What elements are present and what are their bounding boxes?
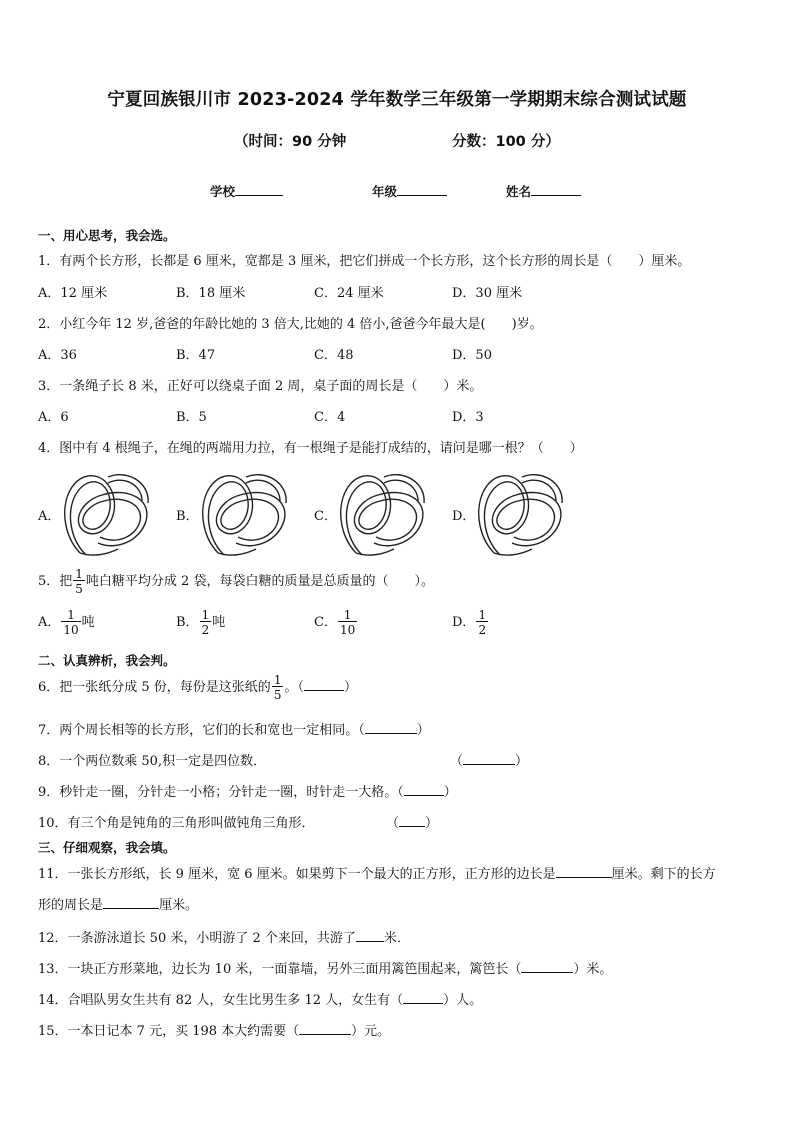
question-9 bbox=[38, 781, 457, 800]
q14-text: 14．合唱队男女生共有 82 人，女生比男生多 12 人，女生有（ bbox=[38, 993, 404, 1008]
question-8 bbox=[38, 750, 266, 769]
q1-option-d[interactable]: D．30 厘米 bbox=[452, 286, 523, 301]
q5-suffix: 吨白糖平均分成 2 袋，每袋白糖的质量是总质量的（ ）。 bbox=[85, 574, 434, 589]
q8-answer bbox=[450, 750, 528, 769]
grade-blank[interactable] bbox=[397, 195, 447, 196]
q5-option-a-fraction bbox=[61, 609, 80, 636]
q5-prefix: 5．把 bbox=[38, 574, 73, 589]
q6-answer-blank[interactable] bbox=[304, 690, 344, 691]
section-3-heading: 三、仔细观察，我会填。 bbox=[38, 840, 176, 855]
q5-option-a-numerator: 1 bbox=[61, 609, 80, 622]
q6-suffix: 。（ bbox=[284, 680, 304, 695]
name-blank[interactable] bbox=[531, 195, 581, 196]
q11-line2: 形的周长是 bbox=[38, 898, 104, 913]
q5-option-d[interactable] bbox=[452, 609, 489, 636]
q12-text: 12．一条游泳道长 50 米，小明游了 2 个来回，共游了 bbox=[38, 931, 356, 946]
q10-open: （ bbox=[386, 816, 400, 831]
q13-answer-blank[interactable] bbox=[521, 972, 573, 973]
q5-option-d-fraction bbox=[476, 609, 488, 636]
q5-option-a-label: A． bbox=[38, 615, 61, 630]
q5-option-c-fraction bbox=[338, 609, 357, 636]
q5-option-a[interactable] bbox=[38, 609, 95, 636]
q5-option-b-label: B． bbox=[176, 615, 199, 630]
rope-knot-icon bbox=[472, 465, 568, 559]
q5-option-d-denominator: 2 bbox=[478, 623, 487, 637]
q5-option-c-denominator: 10 bbox=[339, 623, 356, 637]
q2-option-d[interactable]: D．50 bbox=[452, 348, 492, 363]
q9-answer-blank[interactable] bbox=[404, 795, 444, 796]
q15-text: 15．一本日记本 7 元，买 198 本大约需要（ bbox=[38, 1024, 300, 1039]
question-12 bbox=[38, 927, 410, 946]
q5-option-b-fraction bbox=[200, 609, 212, 636]
section-1-heading: 一、用心思考，我会选。 bbox=[38, 228, 176, 243]
q11-line1b: 厘米。剩下的长方 bbox=[611, 867, 716, 882]
rope-knot-icon bbox=[334, 465, 430, 559]
question-7 bbox=[38, 719, 430, 738]
q2-option-c[interactable]: C．48 bbox=[314, 348, 354, 363]
exam-subtitle bbox=[234, 130, 560, 151]
q3-option-a[interactable]: A．6 bbox=[38, 410, 69, 425]
q11-blank-2[interactable] bbox=[103, 908, 159, 909]
section-2-heading: 二、认真辨析，我会判。 bbox=[38, 653, 176, 668]
q4-option-b[interactable]: B． bbox=[176, 509, 199, 524]
q3-option-d[interactable]: D．3 bbox=[452, 410, 484, 425]
question-15 bbox=[38, 1020, 390, 1039]
q5-option-d-label: D． bbox=[452, 615, 476, 630]
q6-fraction-numerator: 1 bbox=[273, 673, 282, 687]
q7-text: 7．两个周长相等的长方形，它们的长和宽也一定相同。（ bbox=[38, 723, 365, 738]
q15-end: ）元。 bbox=[351, 1024, 391, 1039]
time-label: （时间：90 分钟 bbox=[234, 134, 347, 150]
q7-close: ） bbox=[416, 723, 430, 738]
rope-knot-icon bbox=[58, 465, 154, 559]
q14-end: ）人。 bbox=[443, 993, 483, 1008]
question-14 bbox=[38, 989, 482, 1008]
score-label: 分数：100 分） bbox=[452, 134, 560, 150]
q6-prefix: 6．把一张纸分成 5 份，每份是这张纸的 bbox=[38, 680, 271, 695]
q11-blank-1[interactable] bbox=[556, 877, 612, 878]
q13-text: 13．一块正方形菜地，边长为 10 米，一面靠墙，另外三面用篱笆围起来，篱笆长（ bbox=[38, 962, 522, 977]
q5-option-b-numerator: 1 bbox=[201, 608, 210, 622]
question-5 bbox=[38, 568, 434, 595]
q14-answer-blank[interactable] bbox=[403, 1003, 443, 1004]
q5-option-b[interactable] bbox=[176, 609, 225, 636]
q10-text: 10．有三个角是钝角的三角形叫做钝角三角形． bbox=[38, 816, 315, 831]
question-1: 1．有两个长方形，长都是 6 厘米，宽都是 3 厘米，把它们拼成一个长方形，这个长方形的周长是（ ）厘米。 bbox=[38, 254, 691, 269]
q11-line1: 11．一张长方形纸，长 9 厘米，宽 6 厘米。如果剪下一个最大的正方形，正方形的边长是 bbox=[38, 867, 556, 882]
q6-close: ） bbox=[343, 680, 357, 695]
q12-end: 米． bbox=[383, 931, 410, 946]
question-3: 3．一条绳子长 8 米，正好可以绕桌子面 2 周，桌子面的周长是（ ）米。 bbox=[38, 379, 483, 394]
q5-option-c-label: C． bbox=[314, 615, 337, 630]
question-13 bbox=[38, 958, 612, 977]
q5-fraction bbox=[73, 568, 85, 595]
q3-option-c[interactable]: C．4 bbox=[314, 410, 346, 425]
question-4: 4．图中有 4 根绳子，在绳的两端用力拉，有一根绳子是能打成结的，请问是哪一根？（ ） bbox=[38, 441, 583, 456]
q4-option-d[interactable]: D． bbox=[452, 509, 476, 524]
name-label: 姓名 bbox=[506, 184, 532, 199]
q10-answer-blank[interactable] bbox=[399, 826, 425, 827]
q5-fraction-denominator: 5 bbox=[75, 582, 83, 596]
q5-option-c-numerator: 1 bbox=[338, 609, 357, 622]
q10-answer bbox=[386, 812, 438, 831]
q6-fraction-denominator: 5 bbox=[273, 688, 282, 702]
q5-option-a-denominator: 10 bbox=[63, 623, 79, 637]
school-blank[interactable] bbox=[235, 195, 283, 196]
q4-option-a[interactable]: A． bbox=[38, 509, 61, 524]
q2-option-b[interactable]: B．47 bbox=[176, 348, 216, 363]
rope-knot-icon bbox=[196, 465, 292, 559]
q3-option-b[interactable]: B．5 bbox=[176, 410, 207, 425]
question-2: 2．小红今年 12 岁,爸爸的年龄比她的 3 倍大,比她的 4 倍小,爸爸今年最大是( )岁。 bbox=[38, 317, 543, 332]
question-6 bbox=[38, 674, 357, 701]
q12-answer-blank[interactable] bbox=[356, 941, 384, 942]
q5-option-b-unit: 吨 bbox=[212, 615, 226, 630]
q6-fraction bbox=[272, 674, 284, 701]
q9-close: ） bbox=[443, 785, 457, 800]
question-11-line-1 bbox=[38, 863, 716, 882]
q5-option-c[interactable] bbox=[314, 609, 358, 636]
q15-answer-blank[interactable] bbox=[299, 1034, 351, 1035]
q1-option-b[interactable]: B．18 厘米 bbox=[176, 286, 246, 301]
q5-option-b-denominator: 2 bbox=[201, 623, 210, 637]
q11-line2b: 厘米。 bbox=[159, 898, 199, 913]
q8-open: （ bbox=[450, 754, 464, 769]
grade-label: 年级 bbox=[372, 184, 398, 199]
q9-text: 9．秒针走一圈，分针走一小格；分针走一圈，时针走一大格。（ bbox=[38, 785, 404, 800]
q4-option-c[interactable]: C． bbox=[314, 509, 337, 524]
q5-fraction-numerator: 1 bbox=[75, 567, 83, 581]
q10-close: ） bbox=[425, 816, 439, 831]
q8-text: 8．一个两位数乘 50,积一定是四位数． bbox=[38, 754, 267, 769]
exam-title: 宁夏回族银川市 2023-2024 学年数学三年级第一学期期末综合测试试题 bbox=[107, 90, 687, 110]
q5-option-a-unit: 吨 bbox=[81, 615, 95, 630]
question-11-line-2 bbox=[38, 894, 198, 913]
q13-end: ）米。 bbox=[573, 962, 613, 977]
school-label: 学校 bbox=[210, 184, 236, 199]
q5-option-d-numerator: 1 bbox=[478, 608, 487, 622]
q1-option-c[interactable]: C．24 厘米 bbox=[314, 286, 384, 301]
q7-answer-blank[interactable] bbox=[365, 733, 417, 734]
q1-option-a[interactable]: A．12 厘米 bbox=[38, 286, 108, 301]
question-10 bbox=[38, 812, 315, 831]
q2-option-a[interactable]: A．36 bbox=[38, 348, 77, 363]
q8-close: ） bbox=[515, 754, 529, 769]
q8-answer-blank[interactable] bbox=[463, 764, 515, 765]
